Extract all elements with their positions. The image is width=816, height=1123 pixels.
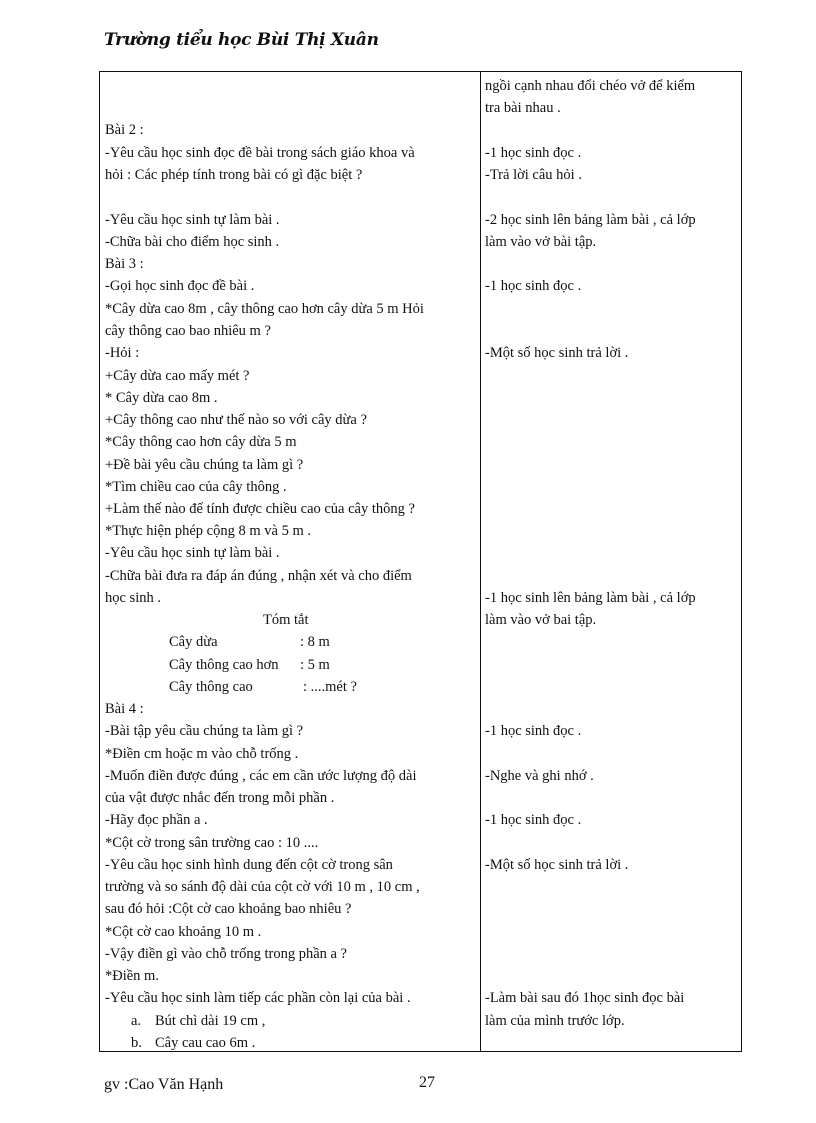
student-activity-line: làm của mình trước lớp. [485, 1013, 625, 1029]
teacher-activity-line: Cây dừa [169, 634, 218, 650]
teacher-activity-line: của vật được nhắc đến trong mỗi phần . [105, 790, 335, 806]
teacher-activity-line: *Cây thông cao hơn cây dừa 5 m [105, 434, 297, 450]
student-activity-line: tra bài nhau . [485, 100, 561, 116]
teacher-activity-line: -Yêu cầu học sinh hình dung đến cột cờ trong sân [105, 857, 393, 873]
student-activity-line: -Một số học sinh trả lời . [485, 857, 629, 873]
teacher-activity-line: +Làm thế nào để tính được chiều cao của cây thông ? [105, 501, 415, 517]
teacher-name: gv :Cao Văn Hạnh [104, 1076, 224, 1093]
teacher-activity-line: học sinh . [105, 590, 161, 606]
teacher-activity-line: -Chữa bài đưa ra đáp án đúng , nhận xét và cho điểm [105, 568, 412, 584]
teacher-activity-line: -Yêu cầu học sinh làm tiếp các phần còn lại của bài . [105, 990, 411, 1006]
student-activity-line: -Một số học sinh trả lời . [485, 345, 629, 361]
teacher-activity-line: -Chữa bài cho điểm học sinh . [105, 234, 280, 250]
student-activity-line: -1 học sinh đọc . [485, 145, 582, 161]
teacher-activity-line: Cây thông cao hơn [169, 657, 279, 673]
teacher-activity-line: -Gọi học sinh đọc đề bài . [105, 278, 255, 294]
teacher-activity-line: Tóm tắt [263, 612, 309, 628]
teacher-activity-line: Bút chì dài 19 cm , [155, 1013, 266, 1029]
teacher-activity-line: : ....mét ? [303, 679, 357, 695]
student-activity-line: -2 học sinh lên bảng làm bài , cả lớp [485, 212, 696, 228]
teacher-activity-line: sau đó hỏi :Cột cờ cao khoảng bao nhiêu ? [105, 901, 352, 917]
teacher-activity-line: Bài 4 : [105, 701, 144, 717]
teacher-activity-line: -Hãy đọc phần a . [105, 812, 208, 828]
teacher-activity-line: *Cột cờ trong sân trường cao : 10 .... [105, 835, 319, 851]
student-activity-line: ngồi cạnh nhau đổi chéo vở để kiểm [485, 78, 696, 94]
teacher-activity-line: : 5 m [300, 657, 330, 673]
teacher-activity-line: trường và so sánh độ dài của cột cờ với 10 m , 10 cm , [105, 879, 420, 895]
teacher-activity-line: -Yêu cầu học sinh tự làm bài . [105, 212, 280, 228]
teacher-activity-line: hỏi : Các phép tính trong bài có gì đặc biệt ? [105, 167, 363, 183]
column-divider [480, 72, 481, 1051]
student-activity-line: -1 học sinh đọc . [485, 812, 582, 828]
teacher-activity-line: *Điền m. [105, 968, 159, 984]
teacher-activity-line: b. [131, 1035, 142, 1051]
teacher-activity-line: -Vậy điền gì vào chỗ trống trong phần a ? [105, 946, 347, 962]
teacher-activity-line: +Cây dừa cao mấy mét ? [105, 368, 250, 384]
school-header: Trường tiểu học Bùi Thị Xuân [104, 30, 379, 50]
teacher-activity-line: -Hỏi : [105, 345, 140, 361]
teacher-activity-line: Bài 2 : [105, 122, 144, 138]
teacher-activity-line: Cây cau cao 6m . [155, 1035, 256, 1051]
teacher-activity-line: * Cây dừa cao 8m . [105, 390, 218, 406]
student-activity-line: -1 học sinh đọc . [485, 723, 582, 739]
teacher-activity-line: -Muốn điền được đúng , các em cần ước lượng độ dài [105, 768, 417, 784]
teacher-activity-line: cây thông cao bao nhiêu m ? [105, 323, 271, 339]
teacher-activity-line: Bài 3 : [105, 256, 144, 272]
teacher-activity-line: *Điền cm hoặc m vào chỗ trống . [105, 746, 299, 762]
lesson-table [99, 71, 742, 1052]
teacher-activity-line: *Tìm chiều cao của cây thông . [105, 479, 287, 495]
student-activity-line: -1 học sinh lên bảng làm bài , cả lớp [485, 590, 696, 606]
teacher-activity-line: -Yêu cầu học sinh đọc đề bài trong sách giáo khoa và [105, 145, 415, 161]
student-activity-line: làm vào vở bai tập. [485, 612, 597, 628]
student-activity-line: -Nghe và ghi nhớ . [485, 768, 594, 784]
teacher-activity-line: *Cây dừa cao 8m , cây thông cao hơn cây dừa 5 m Hỏi [105, 301, 424, 317]
teacher-activity-line: a. [131, 1013, 142, 1029]
teacher-activity-line: -Yêu cầu học sinh tự làm bài . [105, 545, 280, 561]
student-activity-line: -Làm bài sau đó 1học sinh đọc bài [485, 990, 685, 1006]
student-activity-line: -1 học sinh đọc . [485, 278, 582, 294]
student-activity-line: làm vào vở bài tập. [485, 234, 597, 250]
teacher-activity-line: +Cây thông cao như thế nào so với cây dừa ? [105, 412, 367, 428]
page-number: 27 [419, 1074, 435, 1091]
student-activity-line: -Trả lời câu hỏi . [485, 167, 582, 183]
teacher-activity-line: Cây thông cao [169, 679, 253, 695]
teacher-activity-line: *Thực hiện phép cộng 8 m và 5 m . [105, 523, 311, 539]
teacher-activity-line: -Bài tập yêu cầu chúng ta làm gì ? [105, 723, 304, 739]
teacher-activity-line: +Đề bài yêu cầu chúng ta làm gì ? [105, 457, 304, 473]
teacher-activity-line: : 8 m [300, 634, 330, 650]
teacher-activity-line: *Cột cờ cao khoảng 10 m . [105, 924, 262, 940]
